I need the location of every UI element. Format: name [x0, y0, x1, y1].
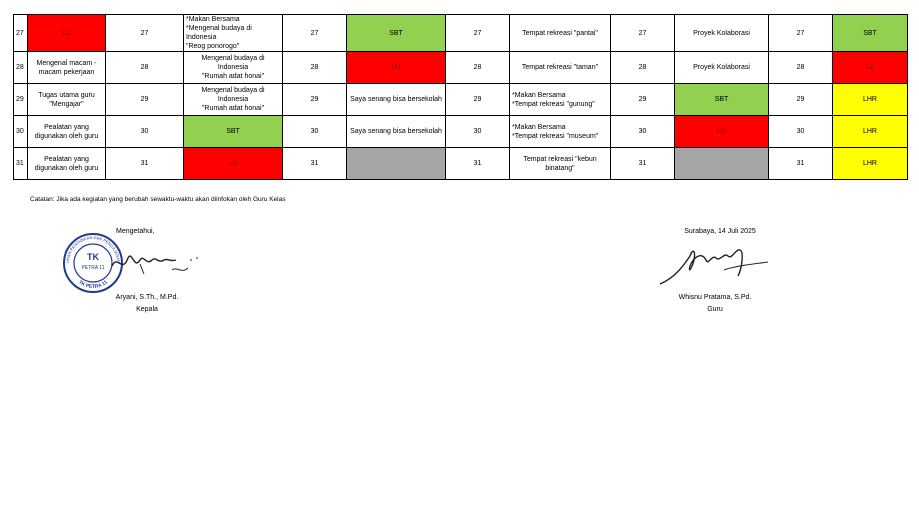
activity-cell: Pealatan yang digunakan oleh guru: [28, 148, 106, 180]
stamp-tk: TK: [87, 252, 99, 262]
left-handwritten-signature: [110, 244, 200, 278]
row-number: 28: [14, 52, 28, 84]
activity-cell: Tugas utama guru "Mengajar": [28, 84, 106, 116]
row-number: 30: [14, 116, 28, 148]
activity-cell: LU: [675, 116, 769, 148]
table-row: [14, 84, 908, 116]
date-cell: 31: [283, 148, 347, 180]
activity-cell: LU: [184, 148, 283, 180]
date-cell: 31: [106, 148, 184, 180]
activity-cell: *Makan Bersama *Mengenal budaya di Indonesia "Reog ponorogo": [184, 15, 283, 52]
activity-cell: [347, 148, 446, 180]
date-cell: 28: [446, 52, 510, 84]
date-cell: 29: [769, 84, 833, 116]
activity-cell: SBT: [184, 116, 283, 148]
left-signer-role: Kepala: [136, 306, 158, 313]
date-cell: 30: [283, 116, 347, 148]
stamp-ring-top: UNAN PENDIDIKAN DAN PENGAJARAN: [64, 234, 122, 264]
activity-cell: Mengenal budaya di Indonesia "Rumah adat honai": [184, 52, 283, 84]
activity-cell: SBT: [675, 84, 769, 116]
date-cell: 28: [106, 52, 184, 84]
activity-cell: LU: [833, 52, 908, 84]
date-cell: 30: [611, 116, 675, 148]
activity-cell: Proyek Kolaborasi: [675, 52, 769, 84]
activity-cell: *Makan Bersama *Tempat rekreasi "gunung": [510, 84, 611, 116]
activity-cell: LU: [347, 52, 446, 84]
date-cell: 27: [446, 15, 510, 52]
date-cell: 27: [769, 15, 833, 52]
date-cell: 29: [106, 84, 184, 116]
activity-cell: Proyek Kolaborasi: [675, 15, 769, 52]
date-cell: 29: [611, 84, 675, 116]
activity-cell: Mengenal budaya di Indonesia "Rumah adat honai": [184, 84, 283, 116]
row-number: 27: [14, 15, 28, 52]
date-cell: 27: [611, 15, 675, 52]
table-row: [14, 52, 908, 84]
date-cell: 28: [283, 52, 347, 84]
date-cell: 31: [769, 148, 833, 180]
date-cell: 28: [769, 52, 833, 84]
date-cell: 28: [611, 52, 675, 84]
right-handwritten-signature: [654, 238, 774, 288]
activity-cell: Pealatan yang digunakan oleh guru: [28, 116, 106, 148]
activity-cell: SBT: [347, 15, 446, 52]
activity-cell: LHR: [833, 84, 908, 116]
date-cell: 31: [446, 148, 510, 180]
right-signature-block: [650, 226, 780, 316]
date-cell: 29: [283, 84, 347, 116]
stamp-ring-bottom: TK PETRA 11: [77, 279, 109, 291]
activity-cell: LHR: [833, 148, 908, 180]
left-signature-block: [58, 226, 208, 316]
activity-cell: Tempat rekreasi "kebun binatang": [510, 148, 611, 180]
activity-cell: LU: [28, 15, 106, 52]
stamp-petra: PETRA 11: [81, 265, 105, 271]
right-signer-role: Guru: [707, 306, 723, 313]
activity-cell: Saya senang bisa bersekolah: [347, 116, 446, 148]
svg-text:TK PETRA 11: [77, 279, 109, 290]
activity-cell: LHR: [833, 116, 908, 148]
mengetahui-label: Mengetahui,: [116, 228, 155, 235]
date-cell: 27: [283, 15, 347, 52]
right-signer-name: Whisnu Pratama, S.Pd.: [678, 294, 752, 301]
date-cell: 30: [769, 116, 833, 148]
date-cell: 30: [446, 116, 510, 148]
schedule-table: [13, 14, 908, 180]
date-cell: 30: [106, 116, 184, 148]
table-row: [14, 116, 908, 148]
activity-cell: SBT: [833, 15, 908, 52]
activity-cell: *Makan Bersama *Tempat rekreasi "museum": [510, 116, 611, 148]
activity-cell: Mengenal macam - macam pekerjaan: [28, 52, 106, 84]
table-row: [14, 15, 908, 52]
note-text: Catatan: Jika ada kegiatan yang berubah sewaktu-waktu akan diinfokan oleh Guru Kelas: [30, 196, 286, 203]
date-cell: 27: [106, 15, 184, 52]
date-cell: 29: [446, 84, 510, 116]
left-signer-name: Aryani, S.Th., M.Pd.: [115, 294, 179, 301]
activity-cell: Tempat rekreasi "pantai": [510, 15, 611, 52]
activity-cell: Saya senang bisa bersekolah: [347, 84, 446, 116]
date-cell: 31: [611, 148, 675, 180]
activity-cell: [675, 148, 769, 180]
place-date: Surabaya, 14 Juli 2025: [684, 228, 756, 235]
activity-cell: Tempat rekreasi "taman": [510, 52, 611, 84]
row-number: 29: [14, 84, 28, 116]
row-number: 31: [14, 148, 28, 180]
table-row: [14, 148, 908, 180]
